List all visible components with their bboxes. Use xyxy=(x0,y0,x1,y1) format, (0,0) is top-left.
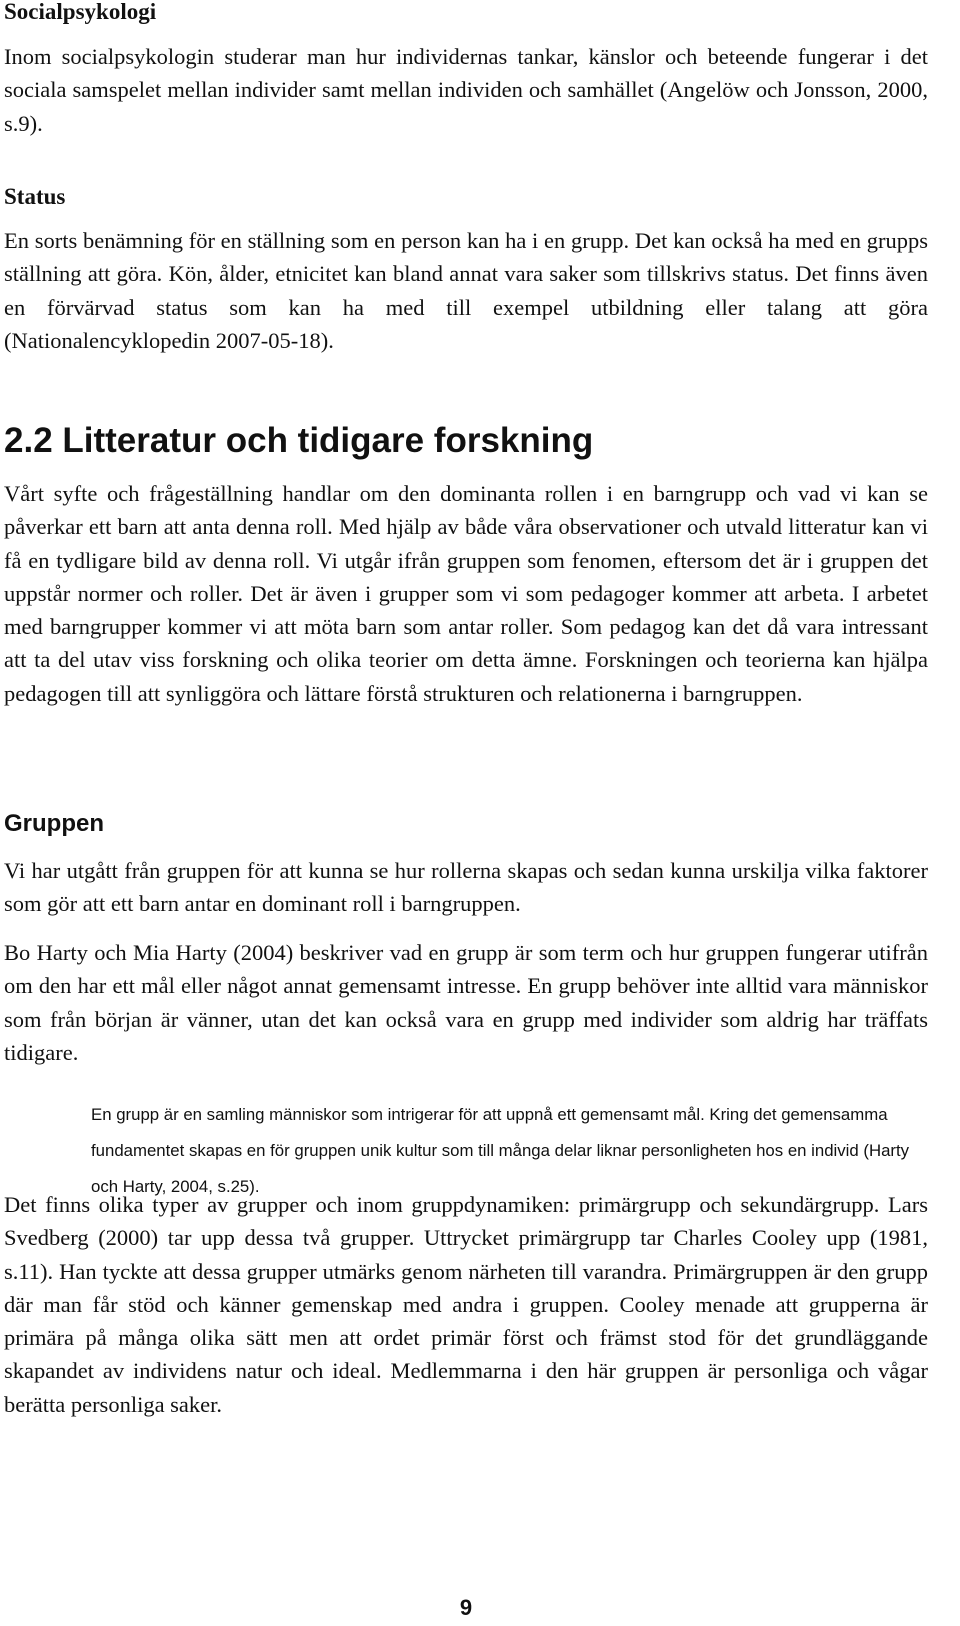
status-paragraph: En sorts benämning för en ställning som en person kan ha i en grupp. Det kan också ha med en grupps ställning att göra. Kön, ålder, etnicitet kan bland annat vara saker som tillskrivs status. Det finns även en förvärvad status som kan ha med till exempel utbildning eller talang att göra (Nationalencyklopedin 2007-05-18). xyxy=(4,228,928,353)
heading-socialpsykologi: Socialpsykologi xyxy=(4,0,157,24)
heading-gruppen: Gruppen xyxy=(4,810,104,837)
block-quote: En grupp är en samling människor som intrigerar för att uppnå ett gemensamt mål. Kring det gemensamma fundamentet skapas en för gruppen unik kultur som till många delar liknar personligheten hos en individ (Harty och Harty, 2004, s.25). xyxy=(91,1104,910,1196)
gruppen-paragraph-2: Bo Harty och Mia Harty (2004) beskriver vad en grupp är som term och hur gruppen fungerar utifrån om den har ett mål eller något annat gemensamt intresse. En grupp behöver inte alltid vara människor som från början är vänner, utan det kan också vara en grupp med individer som aldrig har träffats tidigare. xyxy=(4,940,928,1065)
types-paragraph: Det finns olika typer av grupper och inom gruppdynamiken: primärgrupp och sekundärgrupp. Lars Svedberg (2000) tar upp dessa två grupper. Uttrycket primärgrupp tar Charles Cooley upp (1981, s.11). Han tyckte att dessa grupper utmärks genom närheten till varandra. Primärgruppen är den grupp där man får stöd och känner gemenskap med andra i gruppen. Cooley menade att grupperna är primära på många olika sätt men att ordet primär först och främst stod för det grundläggande skapandet av individens natur och ideal. Medlemmarna i den här gruppen är personliga och vågar berätta personliga saker. xyxy=(4,1192,928,1417)
page-number: 9 xyxy=(459,1595,473,1620)
section-heading: 2.2 Litteratur och tidigare forskning xyxy=(4,421,594,460)
intro-paragraph: Inom socialpsykologin studerar man hur individernas tankar, känslor och beteende fungerar i det sociala samspelet mellan individer samt mellan individen och samhället (Angelöw och Jonsson, 2000, s.9). xyxy=(4,44,928,136)
gruppen-paragraph-1: Vi har utgått från gruppen för att kunna se hur rollerna skapas och sedan kunna urskilja vilka faktorer som gör att ett barn antar en dominant roll i barngruppen. xyxy=(4,858,928,917)
section-paragraph: Vårt syfte och frågeställning handlar om den dominanta rollen i en barngrupp och vad vi kan se påverkar ett barn att anta denna roll. Med hjälp av både våra observationer och utvald litteratur kan vi få en tydligare bild av denna roll. Vi utgår ifrån gruppen som fenomen, eftersom det är i gruppen det uppstår normer och roller. Det är även i grupper som vi som pedagoger kommer att arbeta. I arbetet med barngrupper kommer vi att möta barn som antar roller. Som pedagog kan det då vara intressant att ta del utav viss forskning och olika teorier om detta ämne. Forskningen och teorierna kan hjälpa pedagogen till att synliggöra och lättare förstå strukturen och relationerna i barngruppen. xyxy=(4,481,928,706)
heading-status: Status xyxy=(4,184,66,209)
